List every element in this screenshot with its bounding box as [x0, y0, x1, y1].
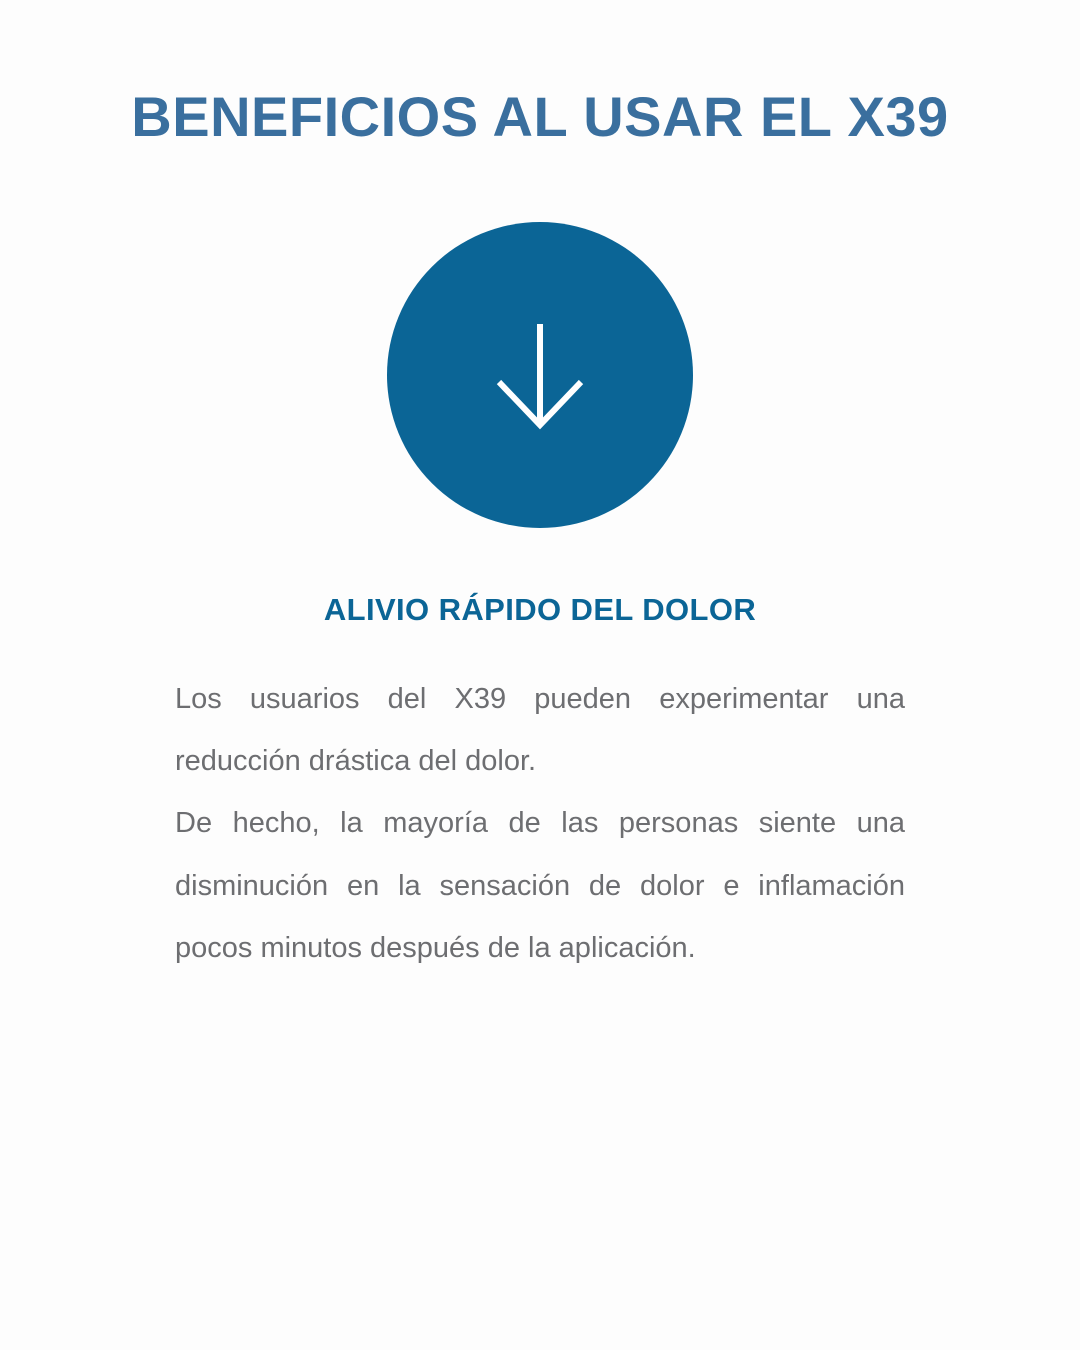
benefit-paragraph-2: De hecho, la mayoría de las personas siente una disminución en la sensación de dolor e inflamación pocos minutos después de la aplicación.	[175, 807, 905, 964]
benefit-subtitle: ALIVIO RÁPIDO DEL DOLOR	[323, 591, 757, 627]
benefit-description	[175, 628, 905, 980]
arrow-down-icon	[387, 222, 693, 528]
benefit-paragraph-1: Los usuarios del X39 pueden experimentar una reducción drástica del dolor.	[175, 682, 905, 777]
icon-container	[0, 222, 1080, 528]
page-title: BENEFICIOS AL USAR EL X39	[131, 85, 949, 148]
